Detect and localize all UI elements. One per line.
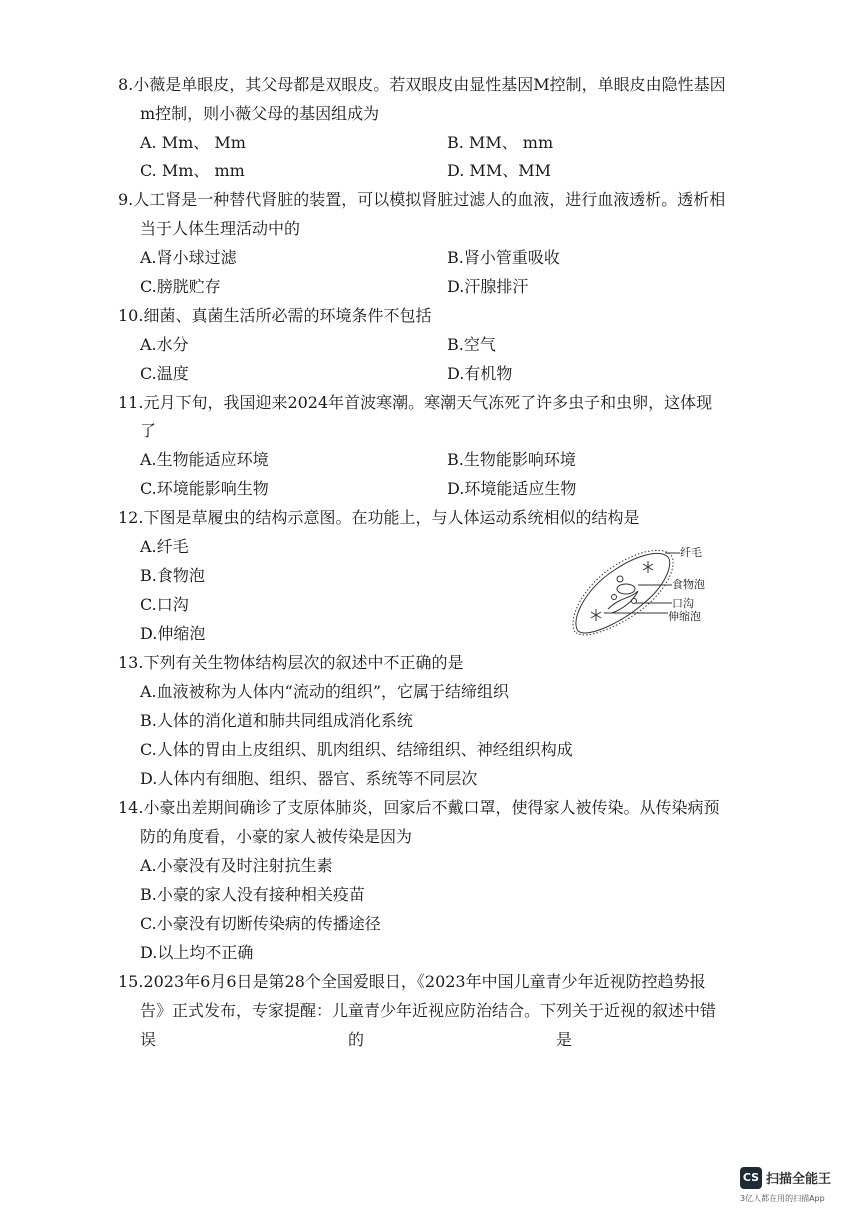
label-contractile-vacuole: 伸缩泡	[668, 610, 701, 623]
question-11-stem-line-2: 了	[140, 421, 157, 440]
option-a: A.水分	[140, 335, 189, 354]
question-14-option-b: B.小豪的家人没有接种相关疫苗	[140, 885, 365, 904]
question-14-option-a: A.小豪没有及时注射抗生素	[140, 856, 333, 875]
justified-text: 误 的 是	[140, 1030, 572, 1049]
oral-groove	[608, 591, 638, 613]
question-13-stem: 13.下列有关生物体结构层次的叙述中不正确的是	[118, 653, 464, 672]
macronucleus	[617, 584, 635, 594]
question-13-option-c: C.人体的胃由上皮组织、肌肉组织、结缔组织、神经组织构成	[140, 740, 573, 759]
question-10-stem: 10.细菌、真菌生活所必需的环境条件不包括	[118, 306, 432, 325]
food-vacuole-2	[612, 595, 617, 600]
option-c: C.环境能影响生物	[140, 479, 269, 498]
question-11-options-row-2	[0, 475, 860, 503]
question-9-options-row-1	[0, 244, 860, 272]
question-13-option-b: B.人体的消化道和肺共同组成消化系统	[140, 711, 413, 730]
question-8-stem-line-1: 8.小薇是单眼皮，其父母都是双眼皮。若双眼皮由显性基因M控制，单眼皮由隐性基因	[118, 75, 726, 94]
watermark-tagline: 3亿人都在用的扫描App	[740, 1194, 825, 1203]
option-c: C.膀胱贮存	[140, 277, 221, 296]
option-d: D.环境能适应生物	[447, 479, 577, 498]
question-11-options-row-1	[0, 446, 860, 474]
food-vacuole-3	[632, 599, 637, 604]
scanner-watermark	[740, 1167, 850, 1207]
question-12-stem: 12.下图是草履虫的结构示意图。在功能上，与人体运动系统相似的结构是	[118, 508, 640, 527]
question-15-stem-line-2: 告》正式发布，专家提醒：儿童青少年近视应防治结合。下列关于近视的叙述中错	[140, 1001, 717, 1020]
option-d: D.有机物	[447, 364, 513, 383]
question-9-stem-line-2: 当于人体生理活动中的	[140, 219, 301, 238]
question-14-option-c: C.小豪没有切断传染病的传播途径	[140, 914, 381, 933]
question-12-option-d: D.伸缩泡	[140, 624, 206, 643]
question-8-options-row-2	[0, 157, 860, 185]
label-food-vacuole: 食物泡	[672, 578, 705, 591]
option-b: B.生物能影响环境	[447, 450, 576, 469]
question-15-stem-line-3	[0, 1026, 860, 1054]
question-14-stem-line-2: 防的角度看，小豪的家人被传染是因为	[140, 827, 413, 846]
question-14-stem-line-1: 14.小豪出差期间确诊了支原体肺炎，回家后不戴口罩，使得家人被传染。从传染病预	[118, 798, 720, 817]
question-8-options-row-1	[0, 129, 860, 157]
option-a: A.肾小球过滤	[140, 248, 237, 267]
option-c: C.温度	[140, 364, 189, 383]
cilia-fringe	[573, 550, 673, 635]
option-d: D. MM、MM	[447, 161, 551, 180]
question-10-options-row-2	[0, 360, 860, 388]
question-9-options-row-2	[0, 273, 860, 301]
question-8-stem-line-2: m控制，则小薇父母的基因组成为	[140, 104, 380, 123]
paramecium-diagram	[568, 539, 718, 639]
option-c: C. Mm、 mm	[140, 161, 245, 180]
option-a: A. Mm、 Mm	[140, 133, 246, 152]
option-d: D.汗腺排汗	[447, 277, 529, 296]
option-b: B.肾小管重吸收	[447, 248, 560, 267]
question-10-options-row-1	[0, 331, 860, 359]
question-12-option-a: A.纤毛	[140, 537, 189, 556]
question-15-stem-line-1: 15.2023年6月6日是第28个全国爱眼日，《2023年中国儿童青少年近视防控趋势报	[118, 972, 706, 991]
option-a: A.生物能适应环境	[140, 450, 269, 469]
question-14-option-d: D.以上均不正确	[140, 943, 254, 962]
food-vacuole-1	[617, 576, 623, 582]
label-cilia: 纤毛	[680, 546, 702, 559]
option-b: B. MM、 mm	[447, 133, 554, 152]
question-12-option-b: B.食物泡	[140, 566, 205, 585]
question-11-stem-line-1: 11.元月下旬，我国迎来2024年首波寒潮。寒潮天气冻死了许多虫子和虫卵，这体现	[118, 393, 713, 412]
watermark-app-name: 扫描全能王	[766, 1172, 832, 1187]
contractile-vacuole-front	[643, 561, 653, 573]
label-oral-groove: 口沟	[672, 597, 694, 610]
option-b: B.空气	[447, 335, 496, 354]
question-12-option-c: C.口沟	[140, 595, 189, 614]
question-13-option-d: D.人体内有细胞、组织、器官、系统等不同层次	[140, 769, 478, 788]
camscanner-logo-icon: CS	[740, 1167, 762, 1189]
contractile-vacuole-rear	[591, 609, 601, 621]
question-13-option-a: A.血液被称为人体内“流动的组织”，它属于结缔组织	[140, 682, 510, 701]
question-9-stem-line-1: 9.人工肾是一种替代肾脏的装置，可以模拟肾脏过滤人的血液，进行血液透析。透析相	[118, 190, 726, 209]
